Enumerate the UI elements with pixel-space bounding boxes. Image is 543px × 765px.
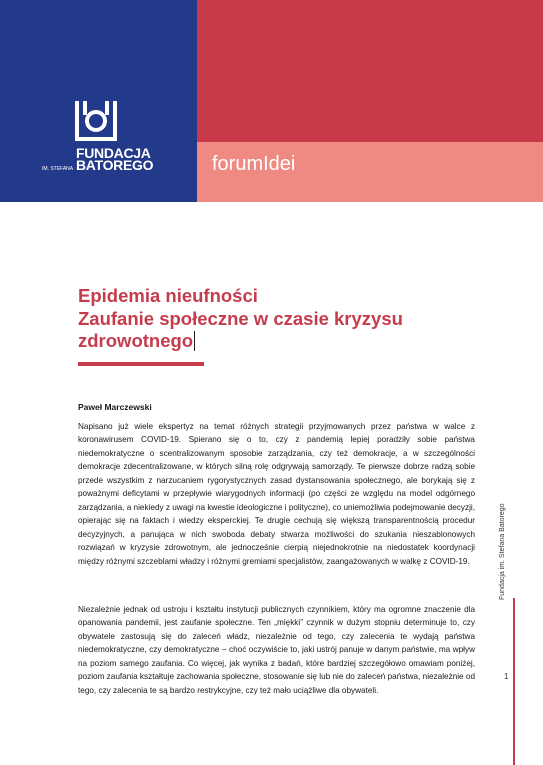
series-name: forumIdei (212, 153, 296, 175)
header-red-panel (197, 0, 543, 142)
title-line-1: Epidemia nieufności (78, 285, 258, 306)
logo-text-fundacja: FUNDACJA (76, 145, 151, 161)
document-title (78, 285, 403, 353)
logo-text-im-stefana: IM. STEFANA (42, 166, 74, 172)
text-cursor (194, 331, 195, 351)
sidebar-foundation-label-wrap (499, 480, 515, 600)
page-number: 1 (504, 672, 509, 681)
title-line-3-wrap (78, 330, 403, 353)
sidebar-foundation-label: Fundacja im. Stefana Batorego (499, 503, 506, 600)
title-underline (78, 362, 204, 366)
paragraph-2: Niezależnie jednak od ustroju i kształtu instytucji publicznych czynnikiem, który ma ogromne znaczenie dla opanowania pandemii, jest zaufanie społeczne. Ten „miękki” czynnik w dużym stopniu determinuje to, czy obywatele zastosują się do zaleceń władz, niezależnie od tego, czy zalecenia te wydają państwa niedemokratyczne, czy demokratyczne – choć oczywiście to, jaki ustrój panuje w danym państwie, ma wpływ na poziom samego zaufania. Co więcej, jak wynika z badań, które bardziej szczegółowo omawiam poniżej, poziom zaufania kształtuje zachowania społeczne, stosowanie się lub nie do zaleceń państwa, niezależnie od tego, czy zalecenia te są bardzo restrykcyjne, czy też mało uciążliwe dla obywateli. (78, 605, 475, 695)
title-line-3: zdrowotnego (78, 330, 194, 351)
paragraph-1: Napisano już wiele ekspertyz na temat różnych strategii przyjmowanych przez państwa w walce z koronawirusem COVID-19. Spierano się o to, czy z pandemią lepiej poradziły sobie państwa niedemokratyczne o scentralizowanym sposobie zarządzania, czy też demokracje, a w szczególności demokracje zdecentralizowane, w których silną rolę odgrywają samorządy. Te pierwsze dobrze radzą sobie przede wszystkim z narzucaniem rygorystycznych zasad dystansowania społecznego, ale borykają się z poważnymi deficytami w przepływie wiarygodnych informacji (po części ze względu na model odgórnego zarządzania, a niekiedy z uwagi na kwestie ideologiczne i polityczne), co uniemożliwia podejmowanie decyzji, opierając się na faktach i wiedzy eksperckiej. Te drugie cechują się większą transparentnością procedur decyzyjnych, a panująca w nich swoboda debaty stwarza możliwości do szukania nieszablonowych rozwiązań w kryzysie zdrowotnym, ale jednocześnie cierpią niejednokrotnie na niedostatek koordynacji między różnymi szczeblami władzy i różnymi gremiami specjalistów, zaangażowanych w walkę z COVID-19. (78, 422, 475, 566)
foundation-logo-icon (74, 98, 118, 142)
header (0, 0, 543, 202)
sidebar-rule (513, 598, 515, 765)
logo-text-batorego: BATOREGO (76, 157, 154, 173)
title-line-2: Zaufanie społeczne w czasie kryzysu (78, 307, 403, 329)
author-name: Paweł Marczewski (78, 402, 152, 412)
